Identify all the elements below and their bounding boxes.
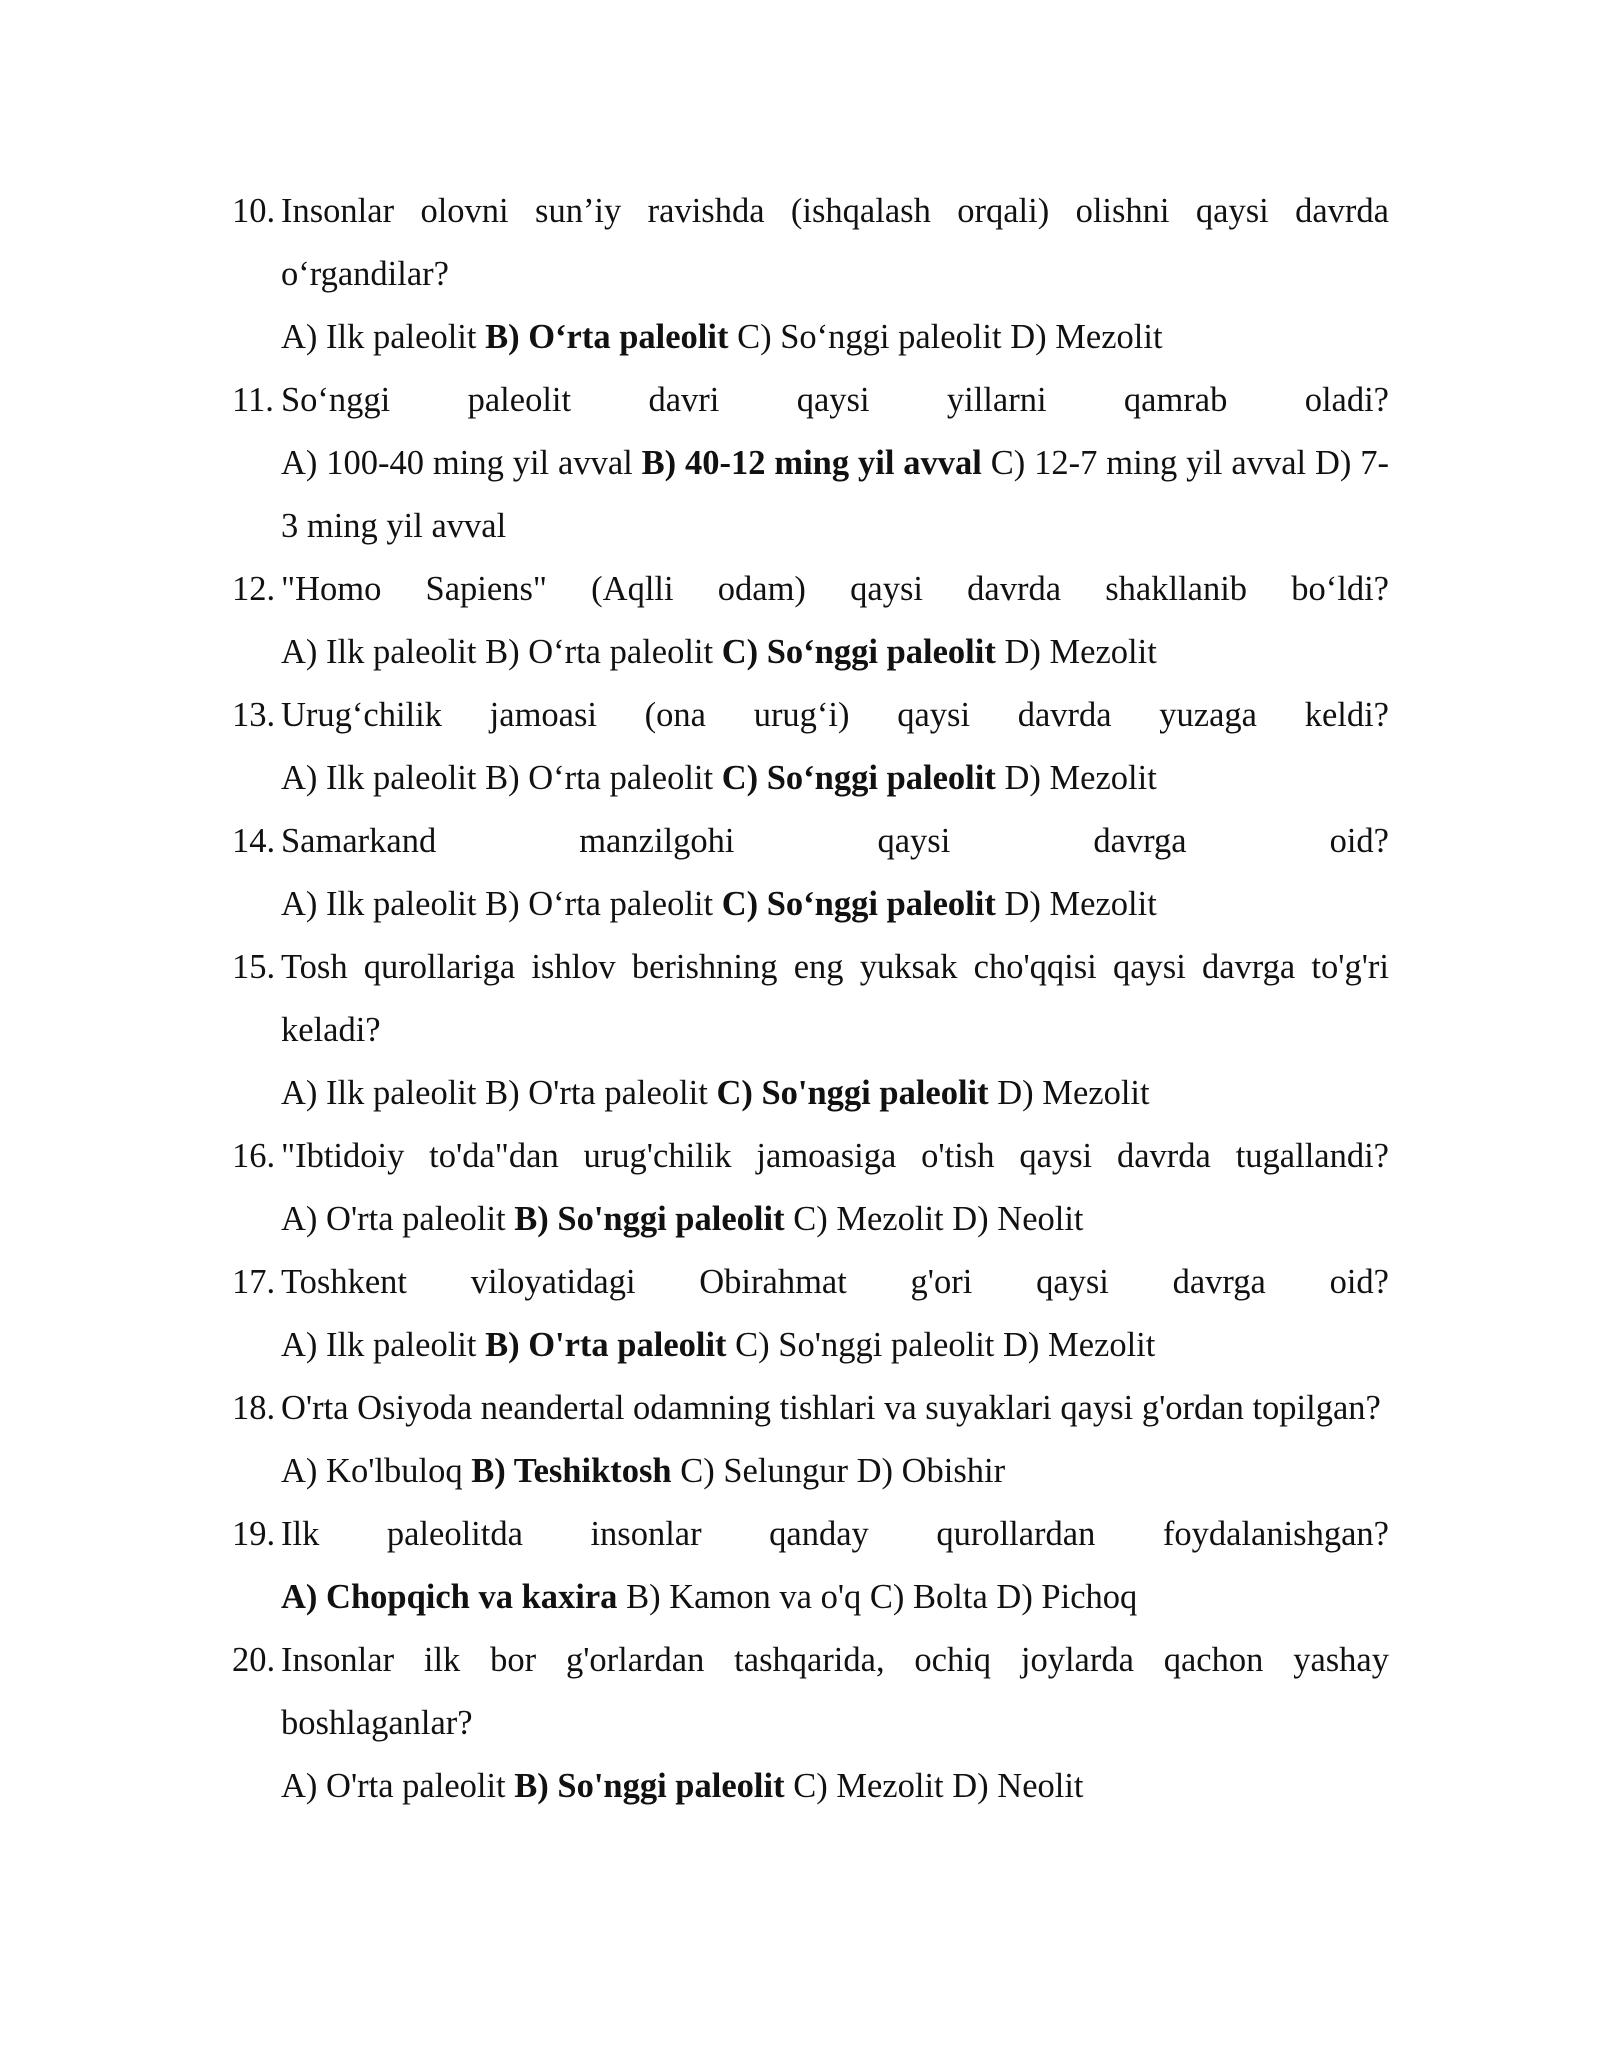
answer-option: D) Mezolit bbox=[1010, 318, 1163, 356]
answer-option: D) Obishir bbox=[856, 1452, 1006, 1490]
correct-answer-option: B) O'rta paleolit bbox=[485, 1326, 727, 1364]
answer-option: A) 100-40 ming yil avval bbox=[281, 444, 633, 482]
answer-options bbox=[281, 1188, 1389, 1251]
answer-option: D) Mezolit bbox=[1004, 633, 1157, 671]
answer-option: A) Ilk paleolit bbox=[281, 1074, 477, 1112]
question-item bbox=[232, 1377, 1389, 1503]
answer-option: C) So‘nggi paleolit bbox=[737, 318, 1002, 356]
question-number: 18. bbox=[232, 1389, 276, 1427]
question-text: "Homo Sapiens" (Aqlli odam) qaysi davrda shakllanib bo‘ldi? bbox=[281, 570, 1389, 608]
question-text: Insonlar olovni sun’iy ravishda (ishqalash orqali) olishni qaysi davrda o‘rgandilar? bbox=[281, 192, 1389, 293]
answer-option: D) 7-3 ming yil avval bbox=[281, 444, 1390, 545]
answer-option: A) Ilk paleolit bbox=[281, 633, 477, 671]
correct-answer-option: A) Chopqich va kaxira bbox=[281, 1578, 618, 1616]
question-item bbox=[232, 684, 1389, 810]
answer-option: D) Mezolit bbox=[997, 1074, 1150, 1112]
answer-option: D) Mezolit bbox=[1004, 759, 1157, 797]
question-body bbox=[281, 1629, 1389, 1818]
answer-option: A) Ko'lbuloq bbox=[281, 1452, 463, 1490]
answer-options bbox=[281, 747, 1389, 810]
answer-option: D) Pichoq bbox=[996, 1578, 1138, 1616]
question-body bbox=[281, 684, 1389, 810]
question-number: 11. bbox=[232, 381, 274, 419]
answer-option: A) Ilk paleolit bbox=[281, 759, 477, 797]
answer-option: B) O‘rta paleolit bbox=[485, 885, 714, 923]
answer-options bbox=[281, 1755, 1389, 1818]
question-text: "Ibtidoiy to'da"dan urug'chilik jamoasiga o'tish qaysi davrda tugallandi? bbox=[281, 1137, 1389, 1175]
question-item bbox=[232, 1125, 1389, 1251]
question-number: 14. bbox=[232, 822, 276, 860]
answer-option: C) So'nggi paleolit bbox=[735, 1326, 995, 1364]
question-body bbox=[281, 936, 1389, 1125]
answer-options bbox=[281, 1314, 1389, 1377]
answer-option: C) 12-7 ming yil avval bbox=[990, 444, 1307, 482]
question-text: Ilk paleolitda insonlar qanday qurollardan foydalanishgan? bbox=[281, 1515, 1389, 1553]
question-body bbox=[281, 180, 1389, 369]
question-body bbox=[281, 1125, 1389, 1251]
question-text: Urug‘chilik jamoasi (ona urug‘i) qaysi davrda yuzaga keldi? bbox=[281, 696, 1389, 734]
question-text: So‘nggi paleolit davri qaysi yillarni qamrab oladi? bbox=[281, 381, 1389, 419]
question-text: Toshkent viloyatidagi Obirahmat g'ori qaysi davrga oid? bbox=[281, 1263, 1389, 1301]
answer-option: A) Ilk paleolit bbox=[281, 1326, 477, 1364]
question-number: 16. bbox=[232, 1137, 276, 1175]
question-number: 13. bbox=[232, 696, 276, 734]
question-number: 10. bbox=[232, 192, 276, 230]
answer-option: D) Neolit bbox=[952, 1200, 1084, 1238]
question-number: 17. bbox=[232, 1263, 276, 1301]
question-list bbox=[232, 180, 1389, 1818]
question-item bbox=[232, 180, 1389, 369]
answer-options bbox=[281, 1440, 1389, 1503]
question-body bbox=[281, 1377, 1389, 1503]
correct-answer-option: C) So‘nggi paleolit bbox=[721, 633, 996, 671]
correct-answer-option: B) So'nggi paleolit bbox=[514, 1767, 785, 1805]
answer-options bbox=[281, 621, 1389, 684]
answer-option: C) Bolta bbox=[869, 1578, 988, 1616]
correct-answer-option: C) So‘nggi paleolit bbox=[721, 759, 996, 797]
answer-options bbox=[281, 306, 1389, 369]
question-body bbox=[281, 558, 1389, 684]
answer-option: A) O'rta paleolit bbox=[281, 1767, 506, 1805]
correct-answer-option: C) So'nggi paleolit bbox=[716, 1074, 989, 1112]
correct-answer-option: C) So‘nggi paleolit bbox=[721, 885, 996, 923]
answer-options bbox=[281, 432, 1389, 558]
answer-option: B) O'rta paleolit bbox=[485, 1074, 708, 1112]
question-body bbox=[281, 369, 1389, 558]
answer-options bbox=[281, 873, 1389, 936]
question-body bbox=[281, 810, 1389, 936]
correct-answer-option: B) 40-12 ming yil avval bbox=[641, 444, 982, 482]
answer-option: C) Mezolit bbox=[793, 1767, 944, 1805]
answer-option: A) Ilk paleolit bbox=[281, 318, 477, 356]
question-text: Tosh qurollariga ishlov berishning eng yuksak cho'qqisi qaysi davrga to'g'ri keladi? bbox=[281, 948, 1389, 1049]
question-item bbox=[232, 1629, 1389, 1818]
question-number: 19. bbox=[232, 1515, 276, 1553]
answer-option: D) Neolit bbox=[952, 1767, 1084, 1805]
answer-option: B) Kamon va o'q bbox=[626, 1578, 862, 1616]
answer-option: A) O'rta paleolit bbox=[281, 1200, 506, 1238]
answer-option: D) Mezolit bbox=[1003, 1326, 1156, 1364]
correct-answer-option: B) O‘rta paleolit bbox=[485, 318, 729, 356]
answer-options bbox=[281, 1566, 1389, 1629]
question-number: 15. bbox=[232, 948, 276, 986]
question-item bbox=[232, 936, 1389, 1125]
question-number: 20. bbox=[232, 1641, 276, 1679]
question-item bbox=[232, 1251, 1389, 1377]
question-body bbox=[281, 1251, 1389, 1377]
question-text: O'rta Osiyoda neandertal odamning tishlari va suyaklari qaysi g'ordan topilgan? bbox=[281, 1389, 1381, 1427]
question-text: Insonlar ilk bor g'orlardan tashqarida, ochiq joylarda qachon yashay boshlaganlar? bbox=[281, 1641, 1389, 1742]
answer-option: C) Selungur bbox=[680, 1452, 848, 1490]
correct-answer-option: B) So'nggi paleolit bbox=[514, 1200, 785, 1238]
correct-answer-option: B) Teshiktosh bbox=[471, 1452, 672, 1490]
answer-option: B) O‘rta paleolit bbox=[485, 633, 714, 671]
question-text: Samarkand manzilgohi qaysi davrga oid? bbox=[281, 822, 1389, 860]
answer-option: D) Mezolit bbox=[1004, 885, 1157, 923]
question-item bbox=[232, 558, 1389, 684]
answer-option: B) O‘rta paleolit bbox=[485, 759, 714, 797]
question-item bbox=[232, 810, 1389, 936]
answer-option: A) Ilk paleolit bbox=[281, 885, 477, 923]
question-number: 12. bbox=[232, 570, 276, 608]
question-item bbox=[232, 369, 1389, 558]
question-item bbox=[232, 1503, 1389, 1629]
answer-option: C) Mezolit bbox=[793, 1200, 944, 1238]
answer-options bbox=[281, 1062, 1389, 1125]
question-body bbox=[281, 1503, 1389, 1629]
